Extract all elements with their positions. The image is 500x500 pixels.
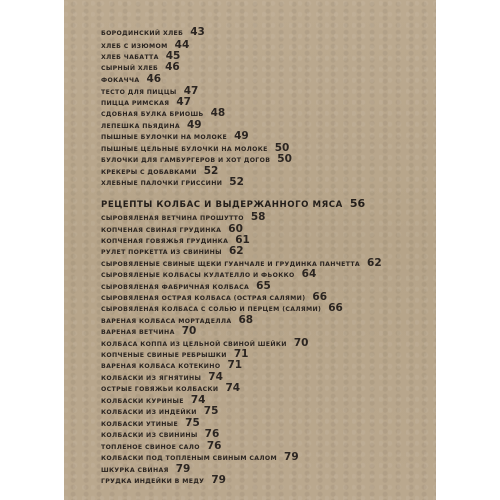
toc-entry-page: 50 bbox=[277, 153, 292, 165]
toc-entry-page: 47 bbox=[183, 85, 199, 97]
toc-entry-title: ВАРЕНАЯ ВЕТЧИНА bbox=[101, 329, 175, 336]
toc-entry-page: 50 bbox=[274, 142, 290, 154]
toc-entry-page: 76 bbox=[204, 428, 220, 440]
toc-entry-title: СЫРОВЯЛЕНЫЕ КОЛБАСЫ КУЛАТЕЛЛО И ФЬОККО bbox=[101, 272, 295, 279]
toc-entry-page: 48 bbox=[210, 107, 226, 119]
toc-entry bbox=[101, 172, 244, 188]
toc-entry-page: 74 bbox=[190, 394, 206, 406]
section-page: 56 bbox=[349, 197, 366, 210]
toc-entry-title: КОЛБАСКИ УТИНЫЕ bbox=[101, 421, 179, 428]
toc-entry-page: 66 bbox=[328, 302, 343, 314]
toc-entry-title: ГРУДКА ИНДЕЙКИ В МЕДУ bbox=[101, 478, 205, 485]
toc-entry-title: КОЛБАСА КОППА ИЗ ЦЕЛЬНОЙ СВИНОЙ ШЕЙКИ bbox=[101, 341, 287, 348]
toc-entry-title: ТОПЛЕНОЕ СВИНОЕ САЛО bbox=[101, 444, 200, 451]
toc-entry-title: ШКУРКА СВИНАЯ bbox=[101, 467, 169, 474]
toc-entry-title: ВАРЕНАЯ КОЛБАСА КОТЕКИНО bbox=[101, 363, 221, 370]
toc-entry-title: КРЕКЕРЫ С ДОБАВКАМИ bbox=[101, 169, 197, 176]
toc-entry-page: 71 bbox=[233, 348, 249, 360]
toc-entry-page: 52 bbox=[203, 165, 219, 177]
toc-entry bbox=[101, 470, 226, 486]
toc-entry-title: РУЛЕТ ПОРKETTA ИЗ СВИНИНЫ bbox=[101, 249, 222, 256]
toc-entry-page: 79 bbox=[175, 463, 191, 475]
toc-entry-page: 49 bbox=[234, 130, 249, 142]
toc-entry-title: СЫРОВЯЛЕНЫЕ СВИНЫЕ ЩЕКИ ГУАНЧАЛЕ И ГРУДИНКА ПАНЧЕТТА bbox=[101, 261, 361, 268]
toc-entry-title: КОПЧЕНАЯ ГОВЯЖЬЯ ГРУДИНКА bbox=[101, 238, 229, 245]
toc-entry-title: ХЛЕБНЫЕ ПАЛОЧКИ ГРИССИНИ bbox=[101, 180, 223, 187]
toc-entry-page: 65 bbox=[256, 280, 271, 292]
toc-entry-page: 66 bbox=[312, 291, 328, 303]
toc-entry-title: ФОКАЧЧА bbox=[101, 77, 140, 84]
toc-entry-title: ПЫШНЫЕ БУЛОЧКИ НА МОЛОКЕ bbox=[101, 134, 228, 141]
toc-entry-title: ХЛЕБ С ИЗЮМОМ bbox=[101, 43, 168, 50]
toc-entry-page: 64 bbox=[301, 268, 317, 280]
book-page bbox=[64, 0, 436, 500]
toc-entry-title: КОЛБАСКИ ИЗ ЯГНЯТИНЫ bbox=[101, 375, 202, 382]
toc-entry-title: СЫРОВЯЛЕНАЯ ОСТРАЯ КОЛБАСА (ОСТРАЯ САЛЯМИ) bbox=[101, 295, 306, 302]
toc-entry-page: 58 bbox=[250, 211, 266, 223]
toc-entry-page: 43 bbox=[190, 26, 205, 38]
toc-entry-title: БОРОДИНСКИЙ ХЛЕБ bbox=[101, 30, 184, 37]
toc-entry-title: ТЕСТО ДЛЯ ПИЦЦЫ bbox=[101, 89, 177, 96]
toc-entry-title: КОПЧЕНЫЕ СВИНЫЕ РЕБРЫШКИ bbox=[101, 352, 227, 359]
toc-entry-page: 60 bbox=[228, 223, 243, 235]
toc-entry-title: ВАРЕНАЯ КОЛБАСА МОРТАДЕЛЛА bbox=[101, 318, 232, 325]
toc-entry-title: ОСТРЫЕ ГОВЯЖЬИ КОЛБАСКИ bbox=[101, 386, 219, 393]
toc-entry-page: 74 bbox=[225, 382, 241, 394]
toc-entry-title: ПИЦЦА РИМСКАЯ bbox=[101, 100, 170, 107]
toc-entry-page: 71 bbox=[227, 359, 243, 371]
section-title: РЕЦЕПТЫ КОЛБАС И ВЫДЕРЖАННОГО МЯСА bbox=[101, 200, 343, 210]
toc-entry-page: 68 bbox=[238, 314, 254, 326]
toc-entry-title: СЫРОВЯЛЕНАЯ КОЛБАСА С СОЛЬЮ И ПЕРЦЕМ (САЛЯМИ) bbox=[101, 306, 322, 313]
toc-entry-title: СЫРОВЯЛЕНАЯ ВЕТЧИНА ПРОШУТТО bbox=[101, 215, 244, 222]
toc-entry-title: КОПЧЕНАЯ СВИНАЯ ГРУДИНКА bbox=[101, 227, 222, 234]
toc-entry-page: 75 bbox=[185, 417, 200, 429]
toc-entry-title: СЫРНЫЙ ХЛЕБ bbox=[101, 65, 159, 72]
toc-entry-title: ЛЕПЕШКА ПЬЯДИНА bbox=[101, 123, 180, 130]
toc-entry-page: 62 bbox=[228, 245, 244, 257]
toc-entry-title: СЫРОВЯЛЕНАЯ ФАБРИЧНАЯ КОЛБАСА bbox=[101, 284, 250, 291]
toc-entry-page: 46 bbox=[146, 73, 162, 85]
toc-entry-title: ХЛЕБ ЧАБАТТА bbox=[101, 54, 159, 61]
toc-entry-title: БУЛОЧКИ ДЛЯ ГАМБУРГЕРОВ И ХОТ ДОГОВ bbox=[101, 157, 271, 164]
toc-entry-page: 76 bbox=[206, 440, 222, 452]
toc-entry-page: 79 bbox=[284, 451, 299, 463]
toc-entry-page: 62 bbox=[367, 257, 382, 269]
toc-entry-page: 46 bbox=[165, 61, 180, 73]
toc-entry-page: 74 bbox=[208, 371, 223, 383]
toc-entry-page: 61 bbox=[235, 234, 250, 246]
toc-entry-page: 79 bbox=[211, 474, 226, 486]
toc-entry-title: ПЫШНЫЕ ЦЕЛЬНЫЕ БУЛОЧКИ НА МОЛОКЕ bbox=[101, 146, 268, 153]
toc-entry-title: КОЛБАСКИ ИЗ СВИНИНЫ bbox=[101, 432, 198, 439]
toc-entry-page: 45 bbox=[165, 50, 181, 62]
toc-entry-page: 44 bbox=[174, 39, 190, 51]
toc-entry-title: КОЛБАСКИ КУРИНЫЕ bbox=[101, 398, 184, 405]
toc-entry-page: 70 bbox=[181, 325, 197, 337]
toc-entry-title: КОЛБАСКИ ПОД ТОПЛЕНЫМ СВИНЫМ САЛОМ bbox=[101, 455, 278, 462]
toc-entry-page: 75 bbox=[203, 405, 219, 417]
toc-entry-title: КОЛБАСКИ ИЗ ИНДЕЙКИ bbox=[101, 409, 197, 416]
toc-entry-title: СДОБНАЯ БУЛКА БРИОШЬ bbox=[101, 111, 204, 118]
toc-entry-page: 70 bbox=[293, 337, 309, 349]
toc-entry-page: 52 bbox=[229, 176, 244, 188]
toc-entry-page: 47 bbox=[176, 96, 191, 108]
toc-entry-page: 49 bbox=[186, 119, 202, 131]
